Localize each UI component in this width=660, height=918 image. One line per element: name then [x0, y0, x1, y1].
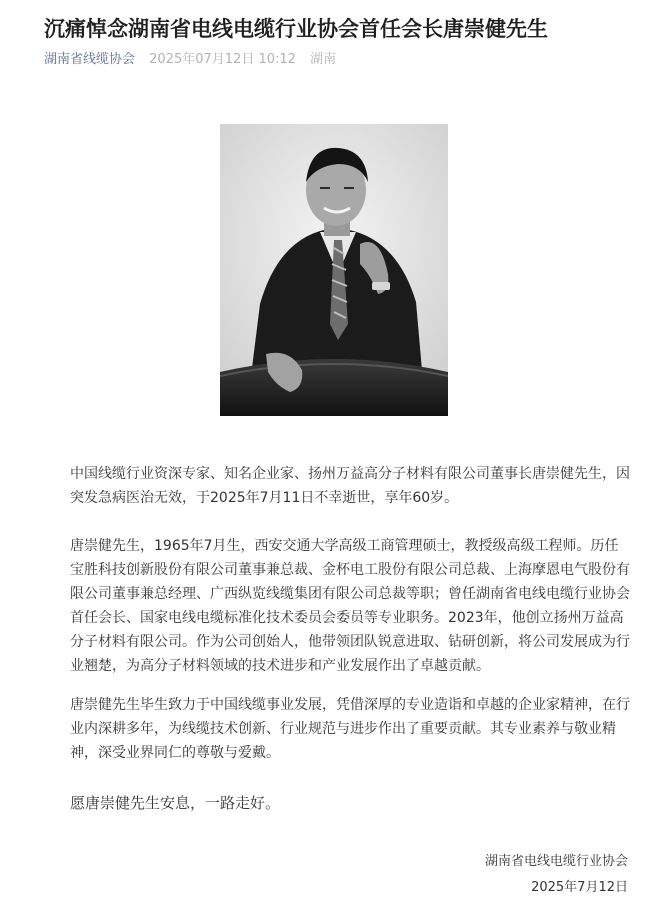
article-meta: [44, 50, 336, 70]
article-title: 沉痛悼念湖南省电线电缆行业协会首任会长唐崇健先生: [44, 17, 548, 41]
publish-location: 湖南: [310, 52, 337, 67]
paragraph: 中国线缆行业资深专家、知名企业家、扬州万益高分子材料有限公司董事长唐崇健先生，因突发急病医治无效，于2025年7月11日不幸逝世，享年60岁。: [70, 466, 630, 506]
publish-date: 2025年07月12日 10:12: [149, 52, 296, 67]
paragraph-farewell: 愿唐崇健先生安息，一路走好。: [70, 794, 281, 812]
paragraph: 唐崇健先生毕生致力于中国线缆事业发展，凭借深厚的专业造诣和卓越的企业家精神，在行业内深耕多年，为线缆技术创新、行业规范与进步作出了重要贡献。其专业素养与敬业精神，深受业界同仁的尊敬与爱戴。: [70, 697, 630, 761]
signature-organization: 湖南省电线电缆行业协会: [484, 854, 628, 869]
portrait-photo: [220, 124, 448, 416]
paragraph: 唐崇健先生，1965年7月生，西安交通大学高级工商管理硕士，教授级高级工程师。历任宝胜科技创新股份有限公司董事兼总裁、金杯电工股份有限公司总裁、上海摩恩电气股份有限公司董事兼总经理、广西纵览线缆集团有限公司总裁等职；曾任湖南省电线电缆行业协会首任会长、国家电线电缆标准化技术委员会委员等专业职务。2023年，他创立扬州万益高分子材料有限公司。作为公司创始人，他带领团队锐意进取、钻研创新，将公司发展成为行业翘楚，为高分子材料领域的技术进步和产业发展作出了卓越贡献。: [70, 538, 630, 674]
account-name-link[interactable]: 湖南省线缆协会: [44, 52, 136, 67]
signature-date: 2025年7月12日: [531, 880, 628, 895]
